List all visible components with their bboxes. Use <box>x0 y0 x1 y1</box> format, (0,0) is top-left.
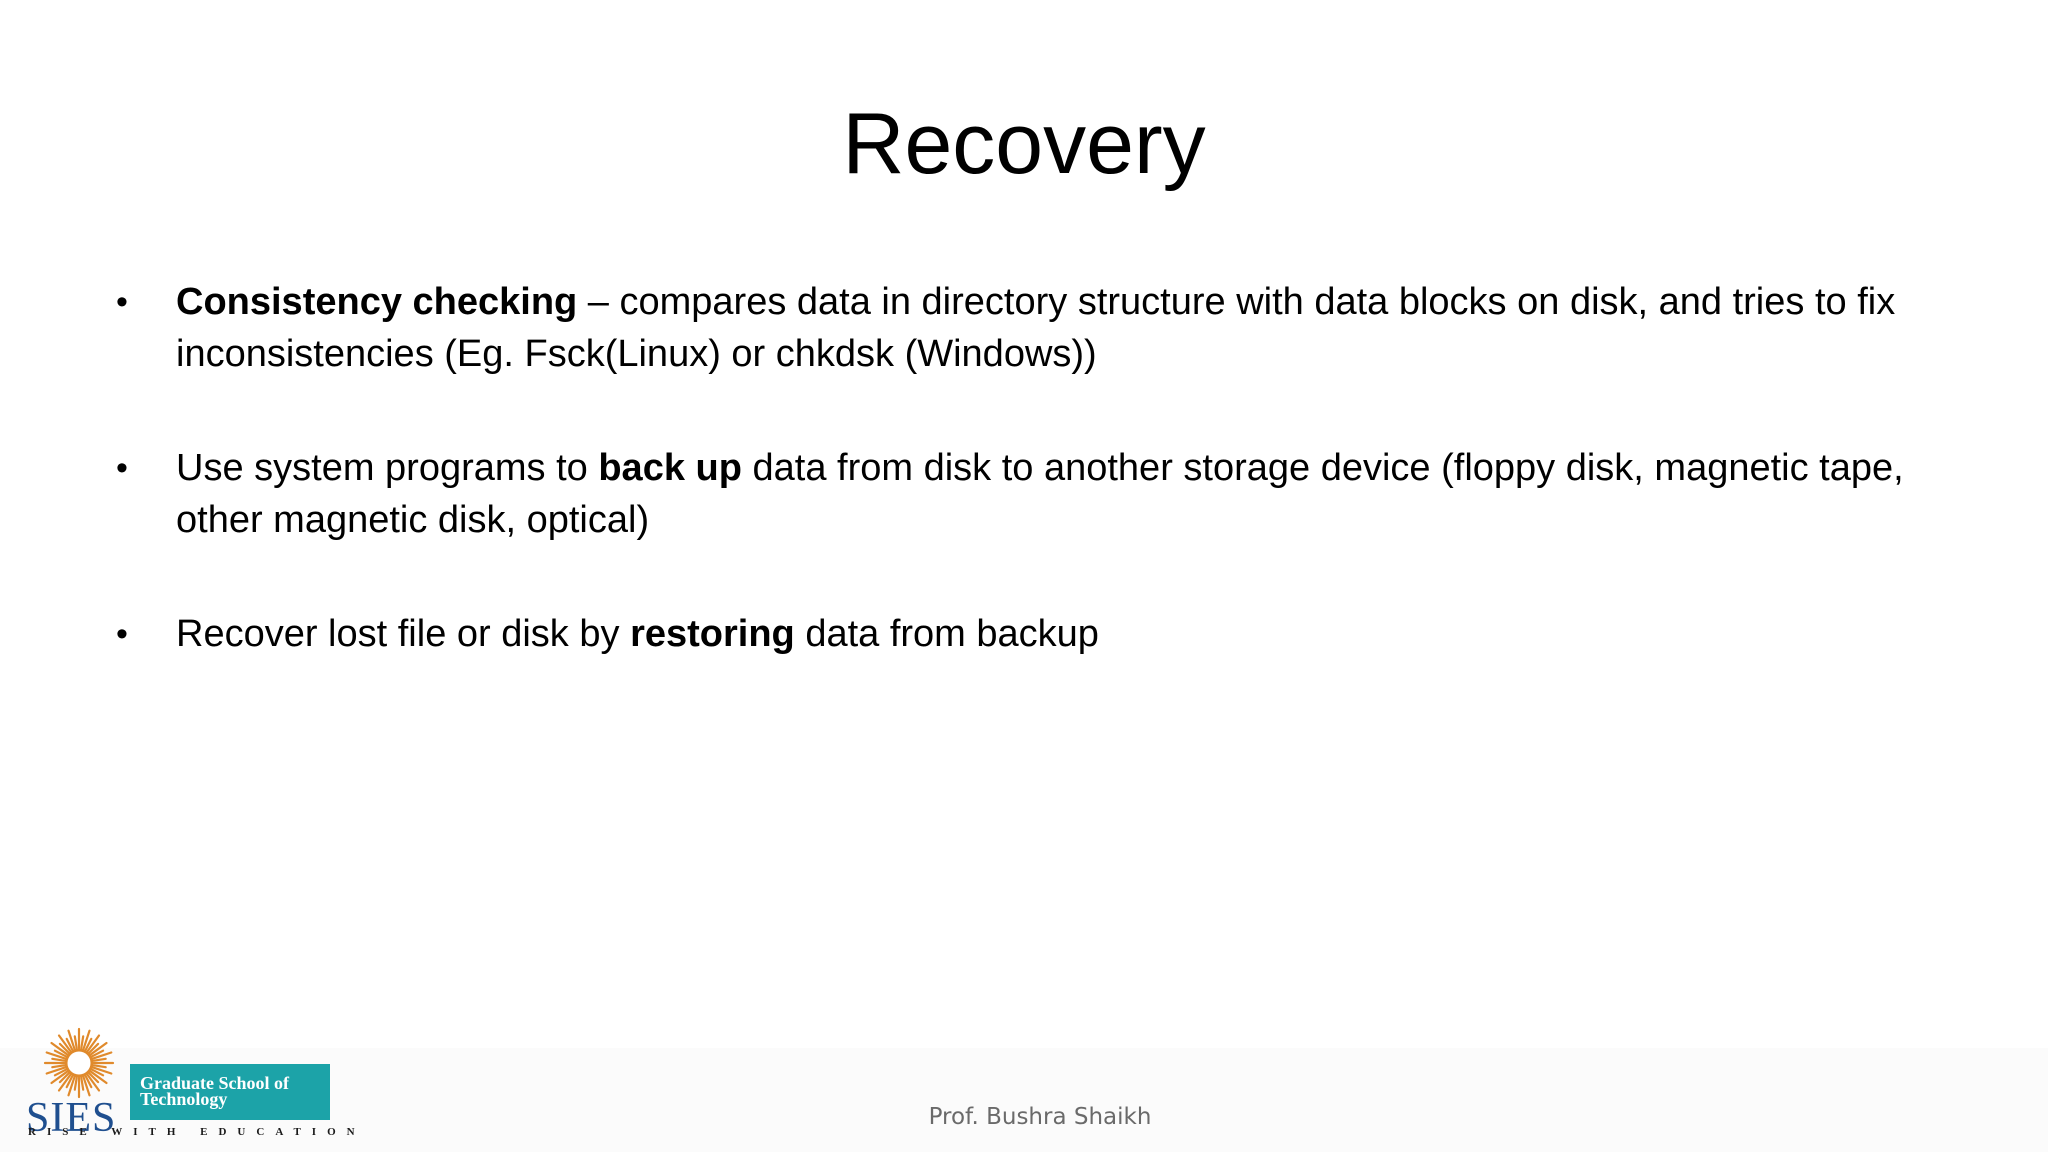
bullet-text: – compares data in directory structure with data blocks on disk, and tries to fix inconsistencies (Eg. Fsck(Linux) or chkdsk (Windows)) <box>176 281 1896 375</box>
bullet-item <box>112 442 1972 546</box>
bullet-item <box>112 608 1972 660</box>
bullet-text-pre: Recover lost file or disk by <box>176 613 631 655</box>
logo-box-line2: Technology <box>140 1089 228 1109</box>
sun-ray <box>52 1065 64 1067</box>
bullet-text-pre: Use system programs to <box>176 447 599 489</box>
sun-ray <box>81 1036 83 1048</box>
bullet-dot-icon: • <box>116 449 128 487</box>
logo-box-line1: Graduate School of <box>140 1073 290 1093</box>
logo-sies-text: SIES <box>26 1095 117 1141</box>
sun-ray <box>75 1078 77 1090</box>
logo-tagline: RISE WITH EDUCATION <box>28 1126 366 1138</box>
bullet-bold-term: back up <box>598 447 742 489</box>
bullet-bold-lead: Consistency checking <box>176 281 578 323</box>
sies-logo <box>24 1026 366 1144</box>
bullet-text-post: data from backup <box>794 613 1099 655</box>
bullet-bold-term: restoring <box>630 613 795 655</box>
bullet-text-post: data from disk to another storage device (floppy disk, magnetic tape, other magnetic disk, optical) <box>176 447 1904 541</box>
bullet-item <box>112 276 1972 380</box>
sun-emblem-icon <box>34 1026 124 1100</box>
sun-ray <box>94 1059 106 1061</box>
logo-gst-box <box>130 1064 330 1120</box>
sun-ray <box>52 1059 64 1061</box>
bullet-list <box>112 276 1972 722</box>
bullet-dot-icon: • <box>116 615 128 653</box>
slide-title: Recovery <box>842 96 1206 192</box>
bullet-dot-icon: • <box>116 283 128 321</box>
sun-ray <box>75 1036 77 1048</box>
sun-ray <box>81 1078 83 1090</box>
footer-author: Prof. Bushra Shaikh <box>928 1104 1152 1130</box>
sun-ray <box>94 1065 106 1067</box>
